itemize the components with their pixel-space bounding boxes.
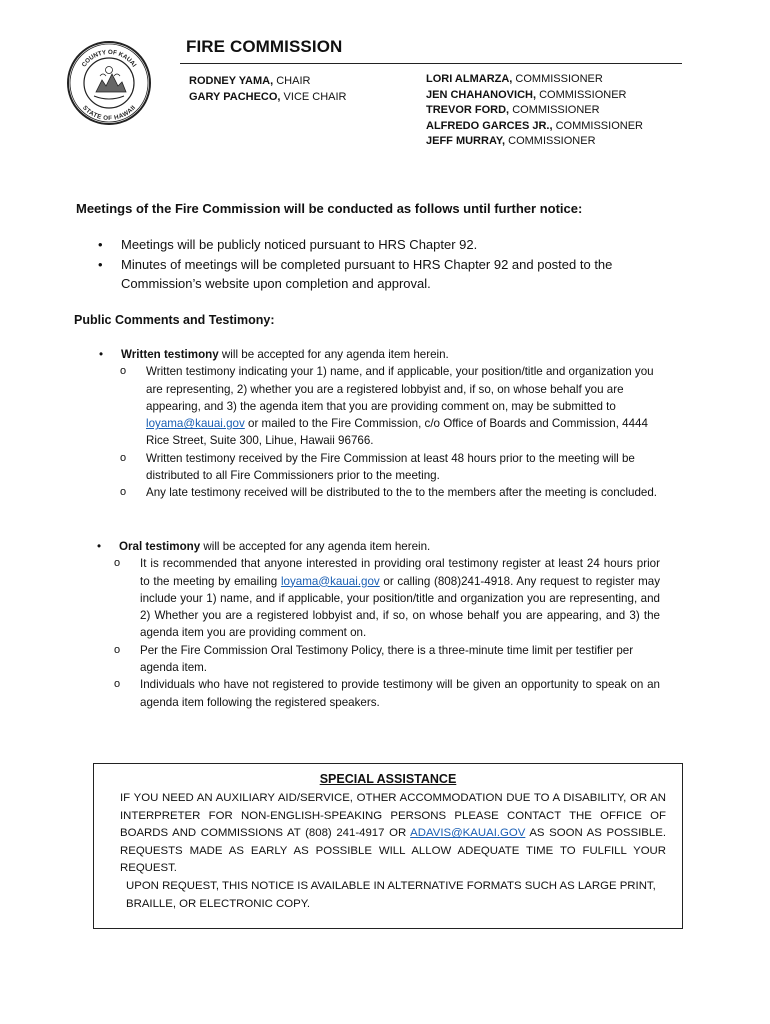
email-link[interactable]: ADAVIS@KAUAI.GOV [410,827,526,840]
seal-text-top: COUNTY OF KAUAI [80,48,138,69]
list-item: o Per the Fire Commission Oral Testimony Policy, there is a three-minute time limit per testifier per agenda item. [114,643,634,675]
oral-testimony-lead: • Oral testimony will be accepted for any agenda item herein. [97,538,685,555]
officer-commissioner: JEN CHAHANOVICH, COMMISSIONER [426,88,627,101]
officers-left [189,74,347,105]
meetings-list [98,235,668,294]
circle-bullet-icon: o [120,486,127,499]
bullet-icon: • [97,540,102,553]
list-item: o Written testimony received by the Fire Commission at least 48 hours prior to the meeting will be distributed to all Fire Commissioners prior to the meeting. [120,451,635,483]
special-assistance-box [93,763,683,929]
seal-text-bottom: STATE OF HAWAII [81,104,138,123]
circle-bullet-icon: o [114,643,121,656]
county-seal-icon [66,40,152,126]
svg-text:COUNTY OF KAUAI [81,49,138,69]
circle-bullet-icon: o [120,365,127,378]
written-testimony-section [99,346,685,502]
email-link[interactable]: loyama@kauai.gov [146,417,245,431]
alternative-formats-note: UPON REQUEST, THIS NOTICE IS AVAILABLE IN ALTERNATIVE FORMATS SUCH AS LARGE PRINT, BRAILLE, OR ELECTRONIC COPY. [126,880,656,910]
officer-commissioner: TREVOR FORD, COMMISSIONER [426,104,600,116]
oral-testimony-section [97,538,685,711]
page-title: FIRE COMMISSION [186,37,343,56]
officer-vice-chair: GARY PACHECO, VICE CHAIR [189,90,347,103]
officer-commissioner: JEFF MURRAY, COMMISSIONER [426,135,596,147]
title-divider [180,63,682,64]
officer-commissioner: ALFREDO GARCES JR., COMMISSIONER [426,119,643,132]
bullet-icon: • [98,256,103,272]
testimony-heading: Public Comments and Testimony: [74,313,275,327]
circle-bullet-icon: o [120,451,127,464]
circle-bullet-icon: o [114,557,121,570]
bullet-icon: • [99,348,104,361]
officer-chair: RODNEY YAMA, CHAIR [189,75,311,87]
list-item: o Any late testimony received will be distributed to the to the members after the meeting is concluded. [120,484,661,501]
list-item: o Written testimony indicating your 1) name, and if applicable, your position/title and organization you are representing, 2) whether you are a registered lobbyist and, if so, on whose behalf you are appearing, and 3) the agenda item that you are providing comment on, may be submitted to loyama@kauai.gov or mailed to the Fire Commission, c/o Office of Boards and Commission, 4444 Rice Street, Suite 300, Lihue, Hawaii 96766. [120,365,654,448]
email-link[interactable]: loyama@kauai.gov [280,574,380,588]
written-testimony-lead: • Written testimony will be accepted for any agenda item herein. [99,346,685,363]
special-assistance-title: SPECIAL ASSISTANCE [319,772,457,786]
special-assistance-body: IF YOU NEED AN AUXILIARY AID/SERVICE, OTHER ACCOMMODATION DUE TO A DISABILITY, OR AN INTERPRETER FOR NON-ENGLISH-SPEAKING PERSONS PLEASE CONTACT THE OFFICE OF BOARDS AND COMMISSIONS AT (808) 241-4917 OR ADAVIS@KAUAI.GOV AS SOON AS POSSIBLE. REQUESTS MADE AS EARLY AS POSSIBLE WILL ALLOW ADEQUATE TIME TO FULFILL YOUR REQUEST. [120,792,666,875]
list-item: o Individuals who have not registered to provide testimony will be given an opportunity to speak on an agenda item following the registered speakers. [114,678,660,709]
meetings-heading: Meetings of the Fire Commission will be conducted as follows until further notice: [76,201,583,216]
officers-right [426,72,643,150]
list-item: o It is recommended that anyone interested in providing oral testimony register at least 24 hours prior to the meeting by emailing loyama@kauai.gov or calling (808)241-4918. Any request to register may include your 1) name, and if applicable, your position/title and organization you are representing, and 2) Whether you are a registered lobbyist and, if so, on whose behalf you are appearing, and 3) the agenda item you are providing comment on. [114,557,661,640]
bullet-icon: • [98,237,103,252]
list-item: • Minutes of meetings will be completed pursuant to HRS Chapter 92 and posted to the Commission’s website upon completion and approval. [98,256,613,291]
list-item: • Meetings will be publicly noticed pursuant to HRS Chapter 92. [98,235,668,255]
circle-bullet-icon: o [114,678,121,691]
officer-commissioner: LORI ALMARZA, COMMISSIONER [426,73,603,85]
